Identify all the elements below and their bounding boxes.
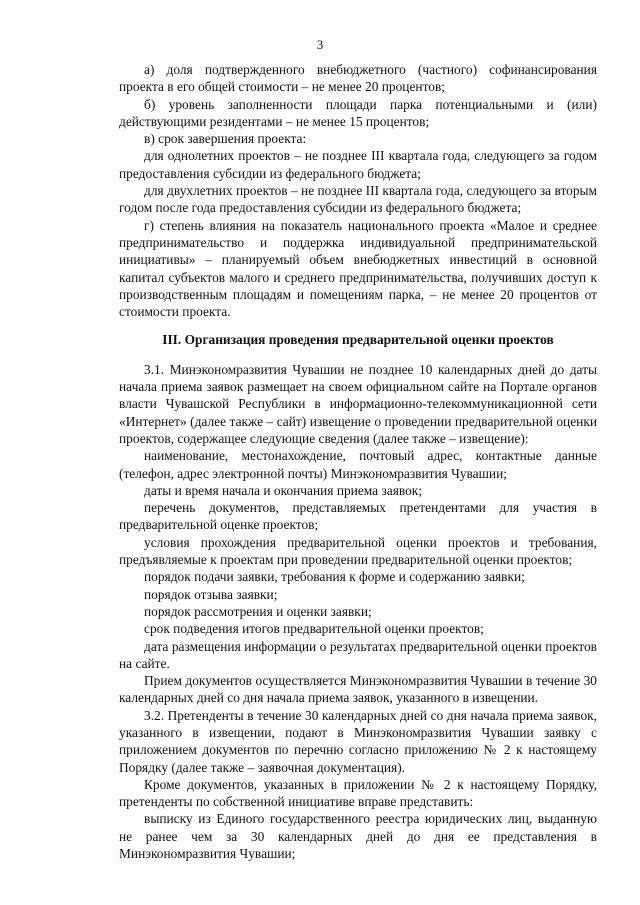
section-paragraph: дата размещения информации о результатах предварительной оценки проектов на сайте. bbox=[119, 638, 597, 671]
section-paragraph: порядок подачи заявки, требования к форме и содержанию заявки; bbox=[144, 569, 525, 585]
criterion-paragraph: а) доля подтвержденного внебюджетного (частного) софинансирования проекта в его общей стоимости – не менее 20 процентов; bbox=[119, 62, 597, 95]
criterion-paragraph: для однолетних проектов – не позднее III квартала года, следующего за годом предоставления субсидии из федерального бюджета; bbox=[119, 148, 597, 181]
criterion-paragraph: г) степень влияния на показатель национального проекта «Малое и среднее предпринимательство и поддержка индивидуальной предпринимательской инициативы» – планируемый объем внебюджетных инвестиций в основной капитал субъектов малого и среднего предпринимательства, получивших доступ к производственным площадям и помещениям парка, – не менее 20 процентов от стоимости проекта. bbox=[119, 217, 597, 320]
section-paragraph: 3.2. Претенденты в течение 30 календарных дней со дня начала приема заявок, указанного в извещении, подают в Минэкономразвития Чувашии заявку с приложением документов по перечню согласно приложению № 2 к настоящему Порядку (далее также – заявочная документация). bbox=[119, 707, 597, 775]
section-paragraph: Кроме документов, указанных в приложении № 2 к настоящему Порядку, претенденты по собственной инициативе вправе представить: bbox=[119, 776, 597, 810]
document-body bbox=[119, 61, 597, 862]
section-paragraph: порядок рассмотрения и оценки заявки; bbox=[144, 603, 372, 619]
section-paragraph: перечень документов, представляемых претендентами для участия в предварительной оценке проектов; bbox=[119, 500, 597, 533]
section-paragraph: Прием документов осуществляется Минэкономразвития Чувашии в течение 30 календарных дней со дня начала приема заявок, указанного в извещении. bbox=[119, 673, 597, 706]
section-heading: III. Организация проведения предварительной оценки проектов bbox=[162, 332, 554, 348]
criterion-paragraph: в) срок завершения проекта: bbox=[144, 131, 307, 147]
section-paragraph: выписку из Единого государственного реестра юридических лиц, выданную не ранее чем за 30 календарных дней до дня ее представления в Минэкономразвития Чувашии; bbox=[119, 811, 597, 862]
criterion-paragraph: б) уровень заполненности площади парка потенциальными и (или) действующими резидентами – не менее 15 процентов; bbox=[119, 96, 597, 129]
section-paragraph: 3.1. Минэкономразвития Чувашии не позднее 10 календарных дней до даты начала приема заявок размещает на своем официальном сайте на Портале органов власти Чувашской Республики в информационно-телекоммуникационной сети «Интернет» (далее также – сайт) извещение о проведении предварительной оценки проектов, содержащее следующие сведения (далее также – извещение): bbox=[119, 361, 597, 446]
page-number: 3 bbox=[316, 37, 324, 52]
section-paragraph: условия прохождения предварительной оценки проектов и требования, предъявляемые к проектам при проведении предварительной оценки проектов; bbox=[119, 534, 597, 568]
section-paragraph: срок подведения итогов предварительной оценки проектов; bbox=[144, 621, 484, 637]
section-paragraph: порядок отзыва заявки; bbox=[144, 586, 278, 602]
section-paragraph: наименование, местонахождение, почтовый адрес, контактные данные (телефон, адрес электронной почты) Минэкономразвития Чувашии; bbox=[119, 448, 597, 481]
section-paragraph: даты и время начала и окончания приема заявок; bbox=[144, 482, 423, 498]
criterion-paragraph: для двухлетних проектов – не позднее III квартала года, следующего за вторым годом после года предоставления субсидии из федерального бюджета; bbox=[119, 183, 597, 216]
